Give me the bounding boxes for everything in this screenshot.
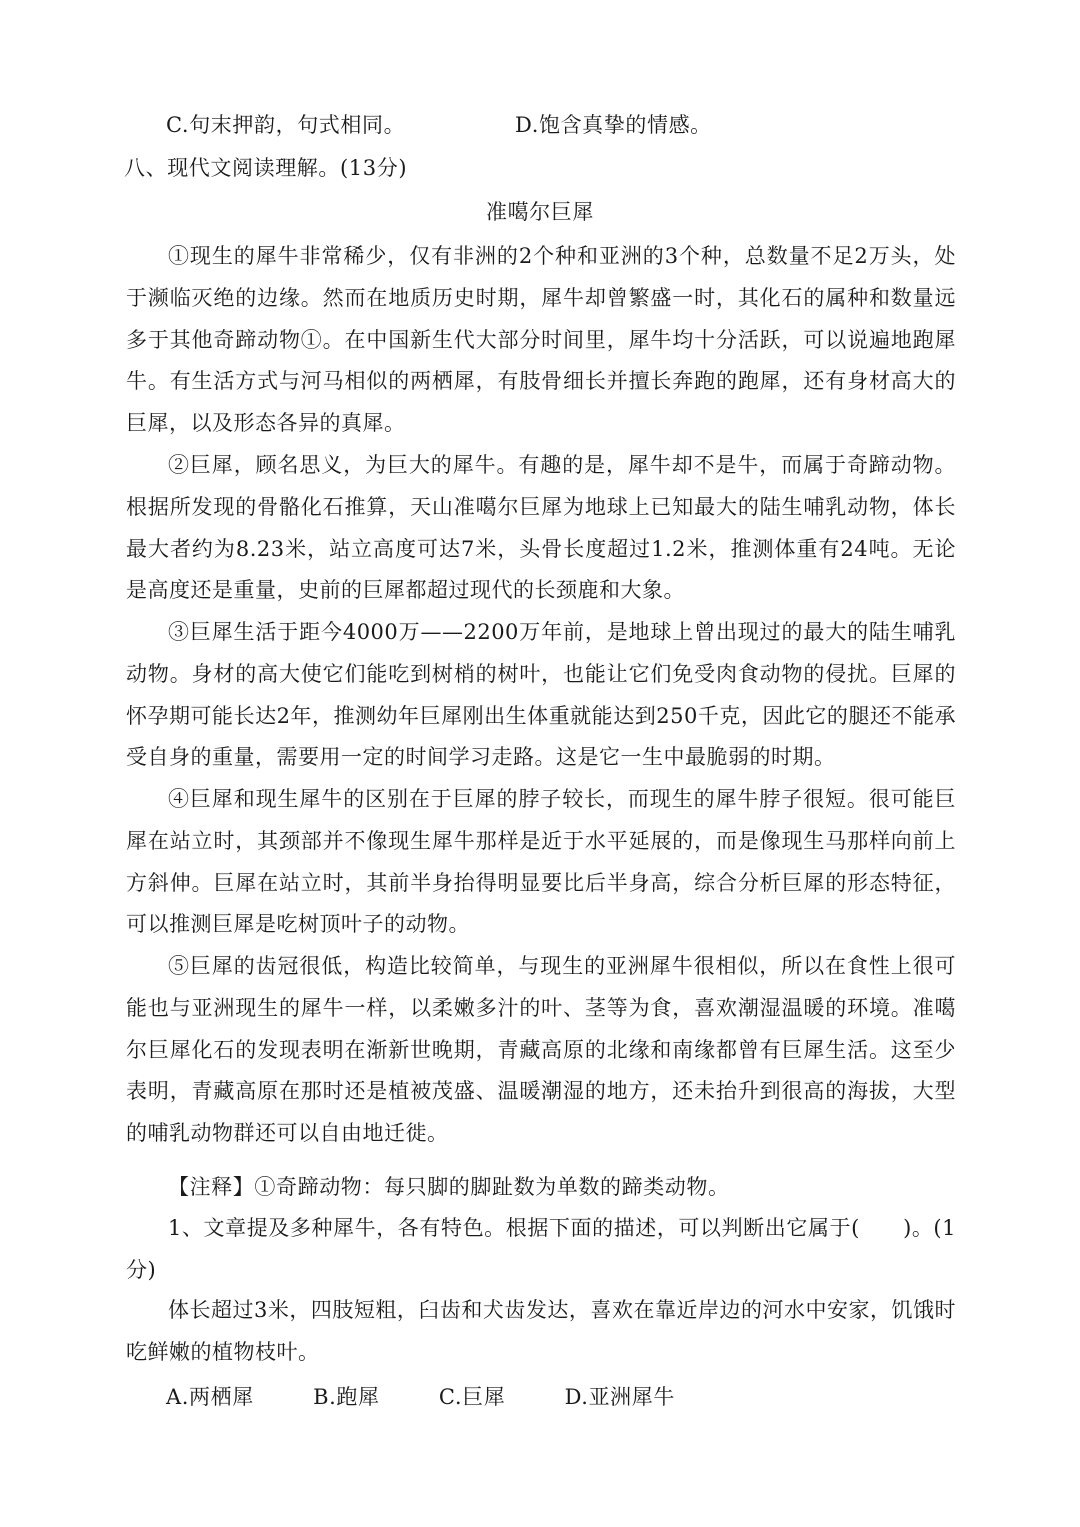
- annotation-note: 【注释】①奇蹄动物：每只脚的脚趾数为单数的蹄类动物。: [168, 1175, 730, 1199]
- article-paragraph-3: ③巨犀生活于距今4000万——2200万年前，是地球上曾出现过的最大的陆生哺乳动物。身材的高大使它们能吃到树梢的树叶，也能让它们免受肉食动物的侵扰。巨犀的怀孕期可能长达2年，推测幼年巨犀刚出生体重就能达到250千克，因此它的腿还不能承受自身的重量，需要用一定的时间学习走路。这是它一生中最脆弱的时期。: [126, 620, 956, 770]
- article-paragraph-4: ④巨犀和现生犀牛的区别在于巨犀的脖子较长，而现生的犀牛脖子很短。很可能巨犀在站立时，其颈部并不像现生犀牛那样是近于水平延展的，而是像现生马那样向前上方斜伸。巨犀在站立时，其前半身抬得明显要比后半身高，综合分析巨犀的形态特征，可以推测巨犀是吃树顶叶子的动物。: [126, 787, 956, 937]
- article-paragraph-5: ⑤巨犀的齿冠很低，构造比较简单，与现生的亚洲犀牛很相似，所以在食性上很可能也与亚洲现生的犀牛一样，以柔嫩多汁的叶、茎等为食，喜欢潮湿温暖的环境。准噶尔巨犀化石的发现表明在渐新世晚期，青藏高原的北缘和南缘都曾有巨犀生活。这至少表明，青藏高原在那时还是植被茂盛、温暖潮湿的地方，还未抬升到很高的海拔，大型的哺乳动物群还可以自由地迁徙。: [126, 954, 956, 1146]
- choice-b[interactable]: B.跑犀: [313, 1385, 380, 1409]
- choice-d[interactable]: D.亚洲犀牛: [564, 1385, 675, 1409]
- article-title: 准噶尔巨犀: [486, 200, 594, 224]
- choice-c[interactable]: C.巨犀: [438, 1385, 506, 1409]
- article-paragraph-2: ②巨犀，顾名思义，为巨大的犀牛。有趣的是，犀牛却不是牛，而属于奇蹄动物。根据所发现的骨骼化石推算，天山准噶尔巨犀为地球上已知最大的陆生哺乳动物，体长最大者约为8.23米，站立高度可达7米，头骨长度超过1.2米，推测体重有24吨。无论是高度还是重量，史前的巨犀都超过现代的长颈鹿和大象。: [126, 453, 956, 603]
- question-1-choices: [166, 1380, 727, 1414]
- section-heading: 八、现代文阅读理解。(13分): [124, 156, 408, 180]
- choice-a[interactable]: A.两栖犀: [166, 1385, 254, 1409]
- option-d-text: D.饱含真挚的情感。: [515, 113, 712, 137]
- article-paragraph-1: ①现生的犀牛非常稀少，仅有非洲的2个种和亚洲的3个种，总数量不足2万头，处于濒临灭绝的边缘。然而在地质历史时期，犀牛却曾繁盛一时，其化石的属种和数量远多于其他奇蹄动物①。在中国新生代大部分时间里，犀牛均十分活跃，可以说遍地跑犀牛。有生活方式与河马相似的两栖犀，有肢骨细长并擅长奔跑的跑犀，还有身材高大的巨犀，以及形态各异的真犀。: [126, 244, 956, 436]
- question-1-prompt: 1、文章提及多种犀牛，各有特色。根据下面的描述，可以判断出它属于( )。(1分): [126, 1216, 956, 1282]
- option-c-text: C.句末押韵，句式相同。: [166, 113, 406, 137]
- question-1-description: 体长超过3米，四肢短粗，臼齿和犬齿发达，喜欢在靠近岸边的河水中安家，饥饿时吃鲜嫩的植物枝叶。: [126, 1298, 956, 1364]
